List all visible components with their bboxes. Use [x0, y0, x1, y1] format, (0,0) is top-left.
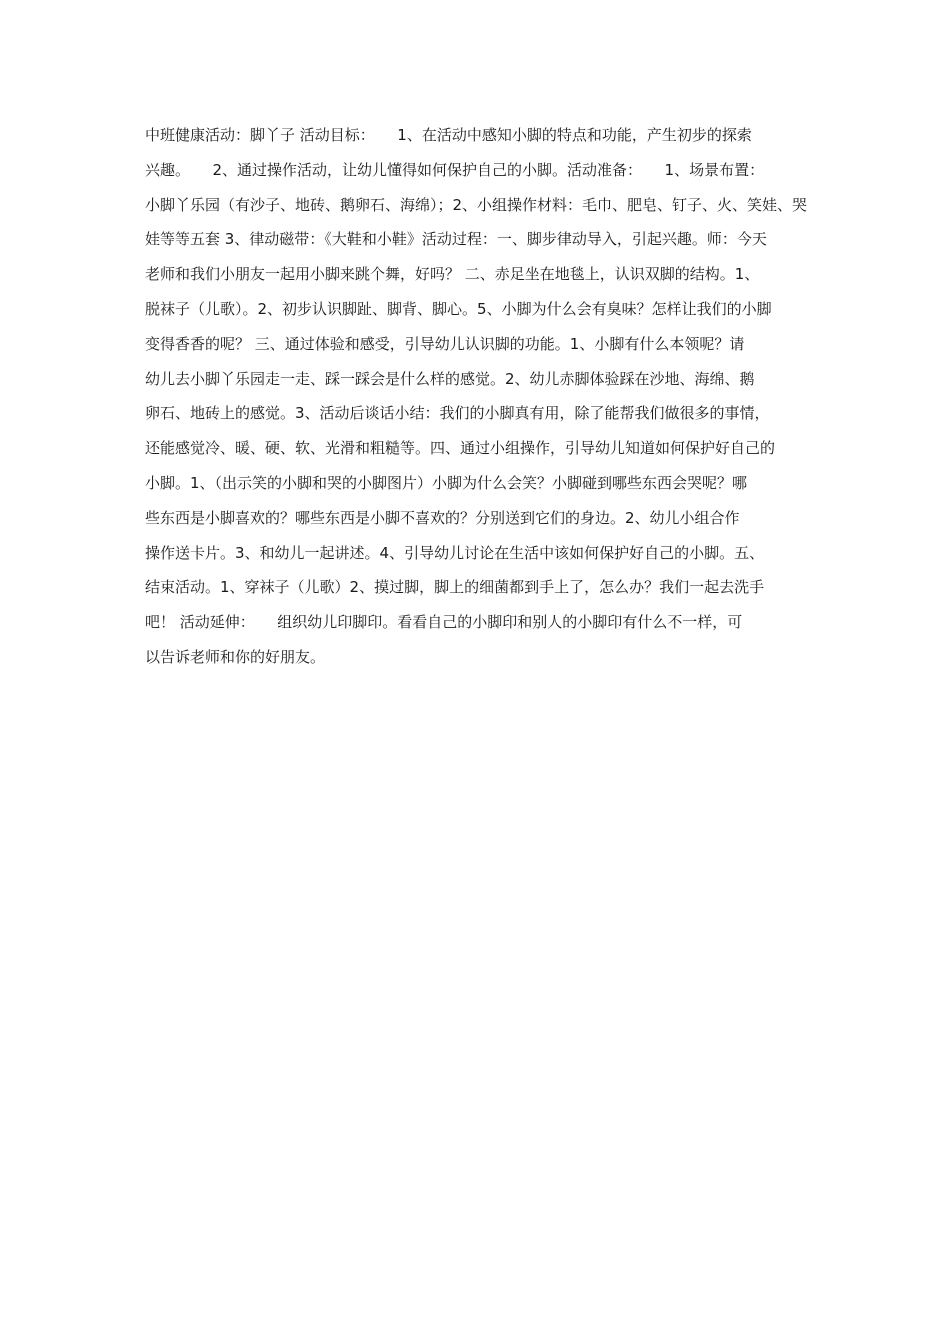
text-line: 兴趣。 2、通过操作活动，让幼儿懂得如何保护自己的小脚。活动准备： 1、场景布置：: [145, 160, 765, 179]
text-line: 娃等等五套 3、律动磁带：《大鞋和小鞋》活动过程：一、脚步律动导入，引起兴趣。师：今天: [145, 230, 767, 249]
text-line: 结束活动。1、穿袜子（儿歌）2、摸过脚，脚上的细菌都到手上了，怎么办？我们一起去洗手: [145, 578, 765, 597]
text-line: 以告诉老师和你的好朋友。: [145, 647, 326, 666]
text-line: 变得香香的呢？ 三、通过体验和感受，引导幼儿认识脚的功能。1、小脚有什么本领呢？请: [145, 334, 745, 353]
text-line: 吧！ 活动延伸： 组织幼儿印脚印。看看自己的小脚印和别人的小脚印有什么不一样，可: [145, 613, 743, 632]
text-line: 操作送卡片。3、和幼儿一起讲述。4、引导幼儿讨论在生活中该如何保护好自己的小脚。五、: [145, 543, 765, 562]
text-line: 中班健康活动：脚丫子 活动目标： 1、在活动中感知小脚的特点和功能，产生初步的探索: [145, 126, 752, 144]
text-line: 还能感觉冷、暖、硬、软、光滑和粗糙等。四、通过小组操作，引导幼儿知道如何保护好自己的: [145, 439, 776, 458]
document-body: [145, 118, 825, 675]
text-line: 卵石、地砖上的感觉。3、活动后谈话小结：我们的小脚真有用，除了能帮我们做很多的事情，: [145, 404, 770, 423]
text-line: 些东西是小脚喜欢的？哪些东西是小脚不喜欢的？分别送到它们的身边。2、幼儿小组合作: [145, 508, 740, 527]
text-line: 小脚丫乐园（有沙子、地砖、鹅卵石、海绵）；2、小组操作材料：毛巾、肥皂、钉子、火、笑娃、哭: [145, 195, 808, 214]
text-line: 脱袜子（儿歌）。2、初步认识脚趾、脚背、脚心。5、小脚为什么会有臭味？怎样让我们的小脚: [145, 299, 772, 318]
text-line: 幼儿去小脚丫乐园走一走、踩一踩会是什么样的感觉。2、幼儿赤脚体验踩在沙地、海绵、鹅: [145, 369, 755, 388]
text-line: 老师和我们小朋友一起用小脚来跳个舞，好吗？ 二、赤足坐在地毯上，认识双脚的结构。1、: [145, 265, 760, 284]
text-line: 小脚。1、（出示笑的小脚和哭的小脚图片）小脚为什么会笑？小脚碰到哪些东西会哭呢？哪: [145, 473, 748, 492]
